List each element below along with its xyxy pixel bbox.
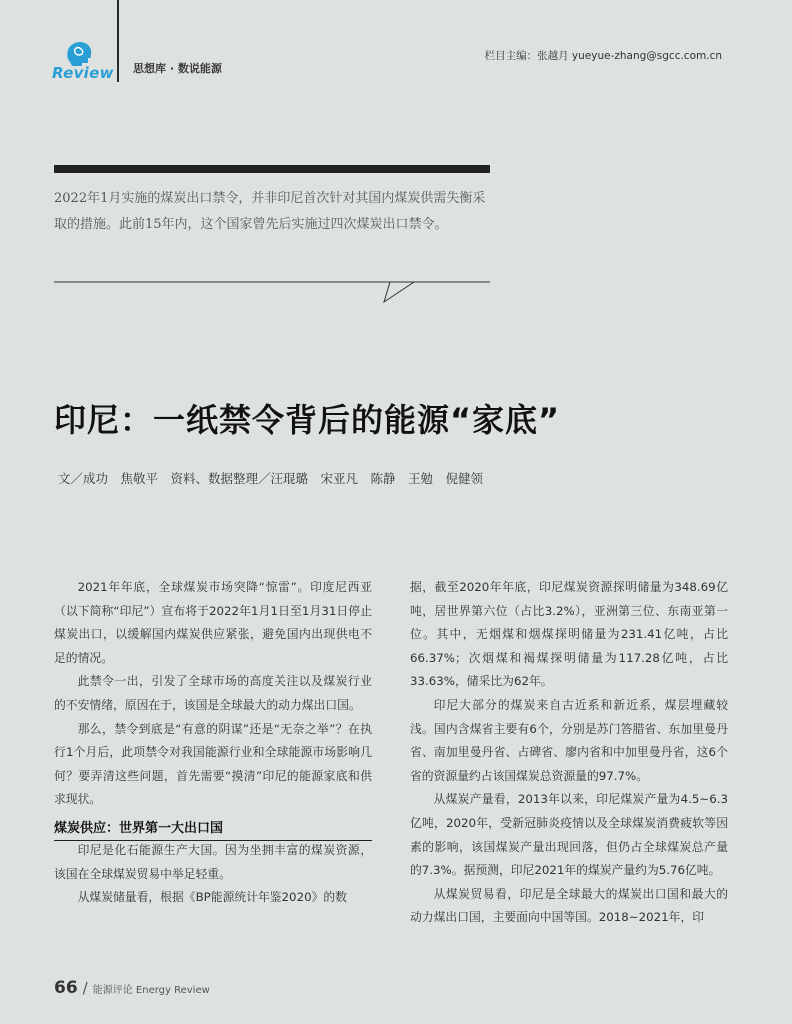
paragraph: 2021年年底，全球煤炭市场突降“惊雷”。印度尼西亚（以下简称“印尼”）宣布将于2022年1月1日至1月31日停止煤炭出口，以缓解国内煤炭供应紧张，避免国内出现供电不足的情况。 <box>54 580 372 665</box>
page-number: 66 <box>54 978 78 998</box>
footer-slash: / <box>82 979 88 997</box>
article-byline: 文／成功 焦敬平 资料、数据整理／汪琨璐 宋亚凡 陈静 王勉 倪健领 <box>58 471 484 486</box>
review-logo <box>52 40 112 84</box>
page-footer <box>54 978 210 998</box>
editor-credit: 栏目主编：张越月 yueyue-zhang@sgcc.com.cn <box>484 50 722 62</box>
paragraph: 印尼大部分的煤炭来自古近系和新近系，煤层埋藏较浅。国内含煤省主要有6个，分别是苏门答腊省、东加里曼丹省、南加里曼丹省、占碑省、廖内省和中加里曼丹省，这6个省的资源量约占该国煤炭总资源量的97.7%。 <box>410 697 728 783</box>
article-title: 印尼：一纸禁令背后的能源“家底” <box>54 401 561 439</box>
paragraph: 从煤炭贸易看，印尼是全球最大的煤炭出口国和最大的动力煤出口国，主要面向中国等国。2018~2021年，印 <box>410 886 728 925</box>
head-brain-icon <box>64 40 94 66</box>
left-column <box>54 576 372 910</box>
paragraph: 此禁令一出，引发了全球市场的高度关注以及煤炭行业的不安情绪，原因在于，该国是全球最大的动力煤出口国。 <box>54 674 372 712</box>
summary-top-bar <box>54 165 490 173</box>
paragraph: 印尼是化石能源生产大国。因为坐拥丰富的煤炭资源，该国在全球煤炭贸易中举足轻重。 <box>54 842 372 881</box>
right-column <box>410 576 728 930</box>
paragraph: 那么，禁令到底是“有意的阴谋”还是“无奈之举”？在执行1个月后，此项禁令对我国能源行业和全球能源市场影响几何？要弄清这些问题，首先需要“摸清”印尼的能源家底和供求现状。 <box>54 721 372 807</box>
section-tag: 思想库 · 数说能源 <box>133 62 222 75</box>
logo-text: Review <box>52 64 114 82</box>
magazine-name: 能源评论 Energy Review <box>92 985 210 996</box>
summary-callout-line <box>54 280 490 306</box>
summary-text: 2022年1月实施的煤炭出口禁令，并非印尼首次针对其国内煤炭供需失衡采取的措施。此前15年内，这个国家曾先后实施过四次煤炭出口禁令。 <box>54 191 486 232</box>
paragraph: 据，截至2020年年底，印尼煤炭资源探明储量为348.69亿吨，居世界第六位（占比3.2%），亚洲第三位、东南亚第一位。其中，无烟煤和烟煤探明储量为231.41亿吨，占比66.37%；次烟煤和褐煤探明储量为117.28亿吨，占比33.63%，储采比为62年。 <box>410 580 728 689</box>
header-vertical-rule <box>117 0 119 82</box>
section-heading: 煤炭供应：世界第一大出口国 <box>54 820 372 841</box>
paragraph: 从煤炭储量看，根据《BP能源统计年鉴2020》的数 <box>77 890 347 905</box>
paragraph: 从煤炭产量看，2013年以来，印尼煤炭产量为4.5~6.3亿吨，2020年，受新冠肺炎疫情以及全球煤炭消费疲软等因素的影响，该国煤炭产量出现回落，但仍占全球煤炭总产量的7.3%。据预测，印尼2021年的煤炭产量约为5.76亿吨。 <box>410 792 728 878</box>
